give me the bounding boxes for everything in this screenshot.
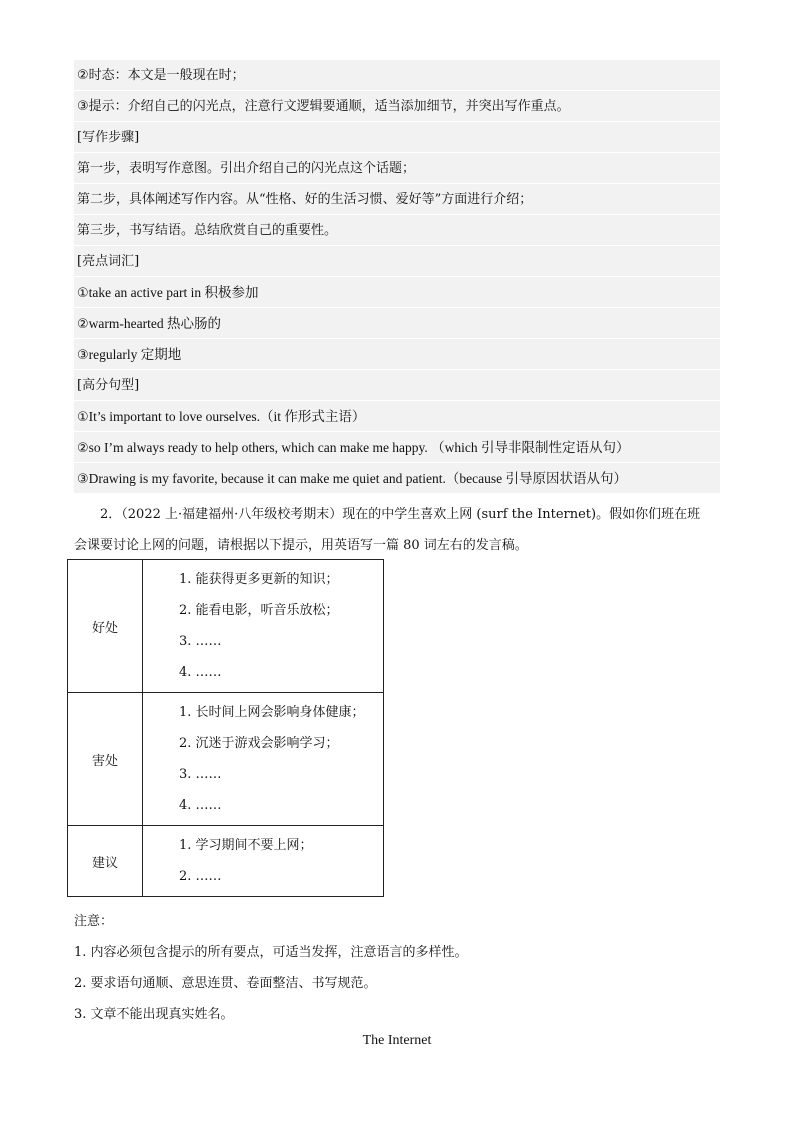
list-item: 2. 沉迷于游戏会影响学习； [179, 736, 339, 751]
question-line: 会课要讨论上网的问题，请根据以下提示，用英语写一篇 80 词左右的发言稿。 [74, 538, 528, 553]
sentence-pattern-item: ①It’s important to love ourselves.（it 作形式主语） [74, 401, 720, 432]
analysis-line: 第二步，具体阐述写作内容。从“性格、好的生活习惯、爱好等”方面进行介绍； [74, 184, 720, 215]
list-item: 4. …… [179, 665, 222, 680]
analysis-line: ②时态：本文是一般现在时； [74, 60, 720, 91]
section-heading-writing-steps: [写作步骤] [74, 122, 720, 153]
note-item: 3. 文章不能出现真实姓名。 [74, 1007, 234, 1022]
list-item: 4. …… [179, 798, 222, 813]
table-row [68, 560, 384, 693]
analysis-line: 第三步，书写结语。总结欣赏自己的重要性。 [74, 215, 720, 246]
analysis-line: ③提示：介绍自己的闪光点，注意行文逻辑要通顺，适当添加细节，并突出写作重点。 [74, 91, 720, 122]
analysis-line: 第一步，表明写作意图。引出介绍自己的闪光点这个话题； [74, 153, 720, 184]
note-item: 2. 要求语句通顺、意思连贯、卷面整洁、书写规范。 [74, 976, 377, 991]
category-cell: 建议 [68, 826, 143, 897]
category-cell: 害处 [68, 693, 143, 826]
items-cell [143, 826, 384, 897]
vocabulary-item: ①take an active part in 积极参加 [74, 277, 720, 308]
list-item: 1. 能获得更多更新的知识； [179, 572, 339, 587]
note-item: 1. 内容必须包含提示的所有要点，可适当发挥，注意语言的多样性。 [74, 945, 468, 960]
category-cell: 好处 [68, 560, 143, 693]
question-2-prompt [74, 499, 724, 561]
sentence-pattern-item: ②so I’m always ready to help others, which can make me happy. （which 引导非限制性定语从句） [74, 432, 720, 463]
sentence-pattern-item: ③Drawing is my favorite, because it can make me quiet and patient.（because 引导原因状语从句） [74, 463, 720, 494]
list-item: 3. …… [179, 767, 222, 782]
section-heading-vocabulary: [亮点词汇] [74, 246, 720, 277]
hints-table [67, 559, 384, 897]
question-line: 2．（2022 上·福建福州·八年级校考期末）现在的中学生喜欢上网 (surf the Internet)。假如你们班在班 [100, 507, 701, 522]
list-item: 2. 能看电影，听音乐放松； [179, 603, 339, 618]
vocabulary-item: ②warm-hearted 热心肠的 [74, 308, 720, 339]
list-item: 2. …… [179, 869, 222, 884]
items-cell [143, 693, 384, 826]
items-cell [143, 560, 384, 693]
essay-title: The Internet [362, 1033, 432, 1048]
list-item: 3. …… [179, 634, 222, 649]
table-row [68, 826, 384, 897]
list-item: 1. 学习期间不要上网； [179, 838, 313, 853]
section-heading-sentence-patterns: [高分句型] [74, 370, 720, 401]
table-row [68, 693, 384, 826]
notes-heading: 注意： [74, 914, 114, 929]
answer-analysis-block [74, 60, 720, 494]
notes-section [74, 906, 724, 1030]
vocabulary-item: ③regularly 定期地 [74, 339, 720, 370]
list-item: 1. 长时间上网会影响身体健康； [179, 705, 365, 720]
